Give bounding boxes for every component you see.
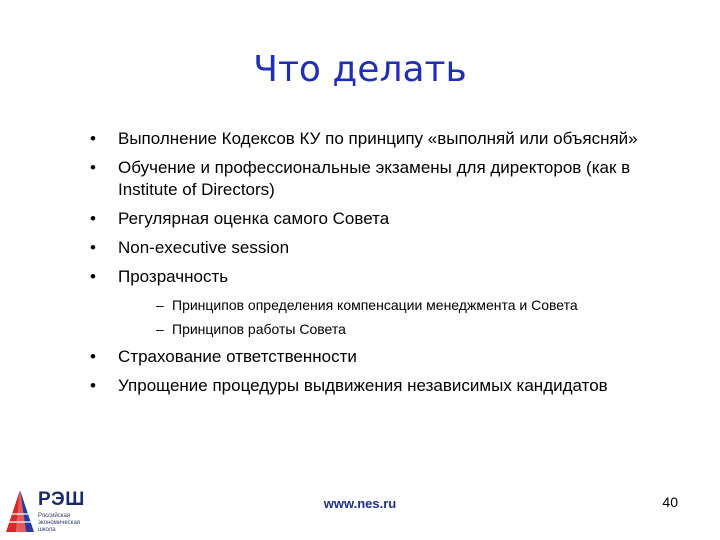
page-number: 40 [662,494,678,510]
bullet-item [88,346,688,368]
bullet-item [88,128,688,150]
bullet-text: Обучение и профессиональные экзамены для директоров (как в Institute of Directors) [118,158,631,199]
dash-icon: – [156,297,164,313]
bullet-text: Регулярная оценка самого Совета [118,209,390,228]
bullet-icon: • [90,209,96,228]
bullet-text: Упрощение процедуры выдвижения независимых кандидатов [118,376,608,395]
bullet-text: Выполнение Кодексов КУ по принципу «выполняй или объясняй» [118,129,638,148]
bullet-text: Non-executive session [118,238,290,257]
sub-bullet-list [118,296,688,338]
bullet-item [88,237,688,259]
sub-bullet-item [148,320,688,338]
sub-bullet-text: Принципов определения компенсации менеджмента и Совета [172,297,578,313]
sub-bullet-text: Принципов работы Совета [172,321,346,337]
nes-logo [4,484,94,540]
logo-name: РЭШ [38,489,85,510]
sub-bullet-item [148,296,688,314]
bullet-icon: • [90,238,96,257]
bullet-item [88,157,688,201]
bullet-icon: • [90,267,96,286]
bullet-icon: • [90,129,96,148]
bullet-icon: • [90,376,96,395]
bullet-icon: • [90,158,96,177]
slide-title: Что делать [253,49,467,90]
bullet-text: Прозрачность [118,267,229,286]
dash-icon: – [156,321,164,337]
bullet-list [88,128,688,404]
bullet-item [88,208,688,230]
footer-url: www.nes.ru [323,496,397,511]
bullet-item [88,375,688,397]
nes-logo-mark-icon [4,484,36,534]
logo-subtitle: Российская экономическая школа [38,513,81,533]
bullet-text: Страхование ответственности [118,347,357,366]
bullet-icon: • [90,347,96,366]
bullet-item [88,266,688,338]
